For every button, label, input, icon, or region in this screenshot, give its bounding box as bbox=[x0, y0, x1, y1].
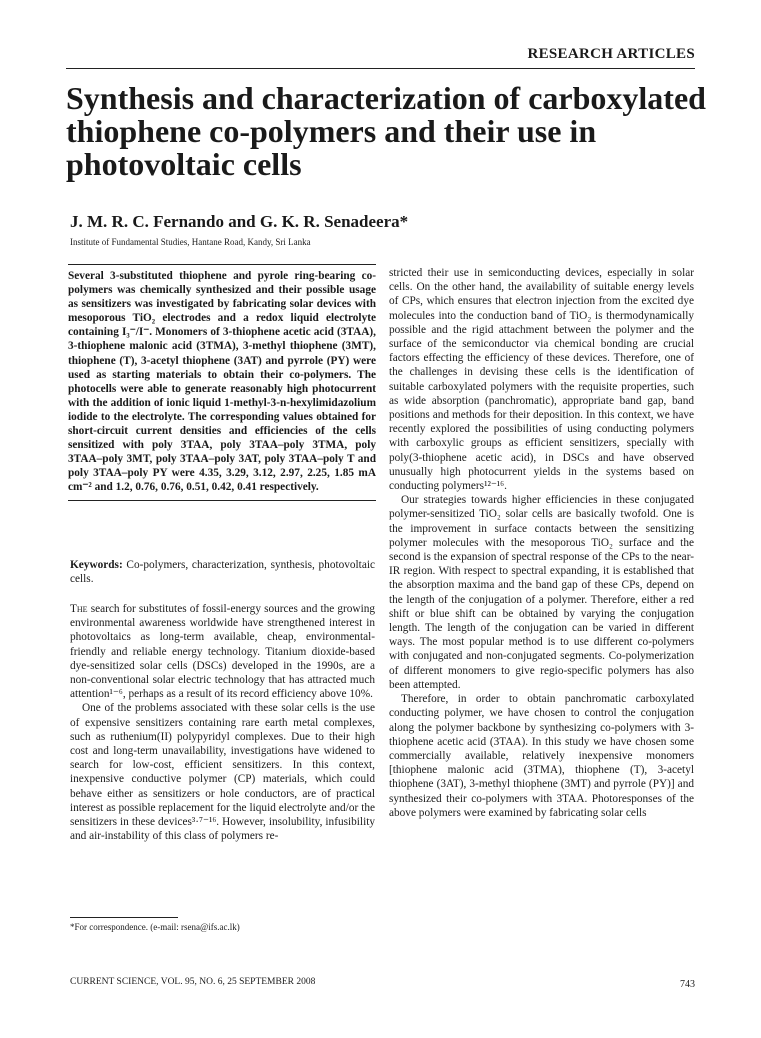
keywords-label: Keywords: bbox=[70, 559, 123, 571]
keywords bbox=[70, 558, 375, 586]
correspondence-footnote: *For correspondence. (e-mail: rsena@ifs.ac.lk) bbox=[70, 922, 240, 932]
body-paragraph-1-text: search for substitutes of fossil-energy sources and the growing environmental awareness worldwide have strengthened interest in photovoltaics as long-term available, cheap, environmental-friendly and reliable energy technology. Titanium dioxide-based dye-sensitized solar cells (DSCs) developed in the 1990s, are a non-conventional solar electric technology that has attracted much attention¹⁻⁶, perhaps as a result of its record efficiency above 10%. bbox=[70, 603, 376, 701]
abstract: Several 3-substituted thiophene and pyrole ring-bearing co-polymers was chemically synthesized and their possible usage as sensitizers was investigated by fabricating solar devices with mesoporous TiO₂ electrodes and a redox liquid electrolyte containing I₃⁻/I⁻. Monomers of 3-thiophene acetic acid (3TAA), 3-thiophene malonic acid (3TMA), 3-methyl thiophene (3MT), thiophene (T), 3-acetyl thiophene (3AT) and pyrrole (PY) were used as starting materials to obtain their co-polymers. The photocells were able to generate reasonably high photocurrent with the addition of ionic liquid 1-methyl-3-n-hexylimidazolium iodide to the electrolyte. The corresponding values obtained for short-circuit current densities and efficiencies of the cells sensitized with poly 3TAA, poly 3TAA–poly 3TMA, poly 3TAA–poly 3MT, poly 3TAA–poly 3AT, poly 3TAA–poly T and poly 3TAA–poly PY were 4.35, 3.29, 3.12, 2.97, 2.25, 1.85 mA cm⁻² and 1.2, 0.76, 0.76, 0.51, 0.42, 0.41 respectively. bbox=[68, 270, 376, 494]
authors: J. M. R. C. Fernando and G. K. R. Senadeera* bbox=[70, 212, 409, 231]
footnote-rule bbox=[70, 917, 178, 918]
body-paragraph-4: Our strategies towards higher efficiencies in these conjugated polymer-sensitized TiO₂ solar cells are basically twofold. One is the improvement in surface contacts between the sensitizing polymer molecules with the mesoporous TiO₂ surface and the second is the expansion of spectral response of the CPs to the near-IR region. With respect to spectral expanding, it is established that the absorption maxima and the band gap of these CPs, depend on the length of the conjugation of a polymer. Therefore, either a red shift or blue shift can be obtained by varying the conjugation length. The length of the conjugation can be varied in different ways. The most popular method is to use different co-polymers with conjugated and non-conjugated segments. Co-polymerization of different monomers to give regio-specific polymers has also been attempted. bbox=[389, 494, 694, 691]
body-paragraph-3: stricted their use in semiconducting devices, especially in solar cells. On the other hand, the availability of suitable energy levels of CPs, which ensures that electron injection from the excited dye molecules into the conduction band of TiO₂ is thermodynamically possible and the rigid attachment between the polymer and the surface of the semiconductor via chemical bonding are crucial factors effecting the efficiency of these devices. Therefore, one of the challenges in devising these cells is the identification of suitable carboxylated polymers with the requisite properties, such as wide absorption (panchromatic), appropriate band gap, band positions and methods for their deposition. In this context, we have recently explored the possibilities of using conducting polymers with carboxylic groups as efficient sensitizers, specially with poly(3-thiophene acetic acid), in DSCs and have observed unusually high photocurrent yields in the systems based on conducting polymers¹²⁻¹⁶. bbox=[389, 267, 694, 493]
body-column-right bbox=[389, 266, 694, 820]
section-label: RESEARCH ARTICLES bbox=[527, 46, 695, 62]
page-number: 743 bbox=[680, 979, 695, 990]
body-paragraph-5: Therefore, in order to obtain panchromatic carboxylated conducting polymer, we have chosen to control the conjugation along the polymer backbone by synthesizing co-polymers with 3-thiophene acetic acid (3TAA). In this study we have chosen some commercially available, relatively inexpensive monomers [thiophene malonic acid (3TMA), thiophene (T), 3-acetyl thiophene (3AT), 3-methyl thiophene (3MT) and pyrrole (PY)] and synthesized their co-polymers with 3TAA. Photoresponses of the above polymers were examined by fabricating solar cells bbox=[389, 693, 694, 819]
affiliation: Institute of Fundamental Studies, Hantane Road, Kandy, Sri Lanka bbox=[70, 237, 311, 247]
abstract-box bbox=[68, 264, 376, 501]
journal-citation: CURRENT SCIENCE, VOL. 95, NO. 6, 25 SEPTEMBER 2008 bbox=[70, 977, 316, 987]
keywords-text: Co-polymers, characterization, synthesis, photovoltaic cells. bbox=[70, 559, 375, 586]
article-title: Synthesis and characterization of carboxylated thiophene co-polymers and their use in photovoltaic cells bbox=[66, 80, 706, 182]
body-column-left bbox=[70, 602, 375, 843]
header-rule bbox=[66, 68, 695, 69]
lead-word: The bbox=[70, 603, 88, 615]
body-paragraph-2: One of the problems associated with these solar cells is the use of expensive sensitizers containing rare earth metal complexes, such as ruthenium(II) polypyridyl complexes. Due to their high cost and long-term unavailability, investigations have widened to search for low-cost, efficient sensitizers. In this context, inexpensive conductive polymer (CP) materials, which could behave either as sensitizers or hole conductors, are of practical interest as possible replacement for the liquid electrolyte and/or the sensitizers in these devices³·⁷⁻¹⁶. However, insolubility, infusibility and air-instability of this class of polymers re- bbox=[70, 702, 375, 843]
body-paragraph-1 bbox=[70, 602, 375, 701]
